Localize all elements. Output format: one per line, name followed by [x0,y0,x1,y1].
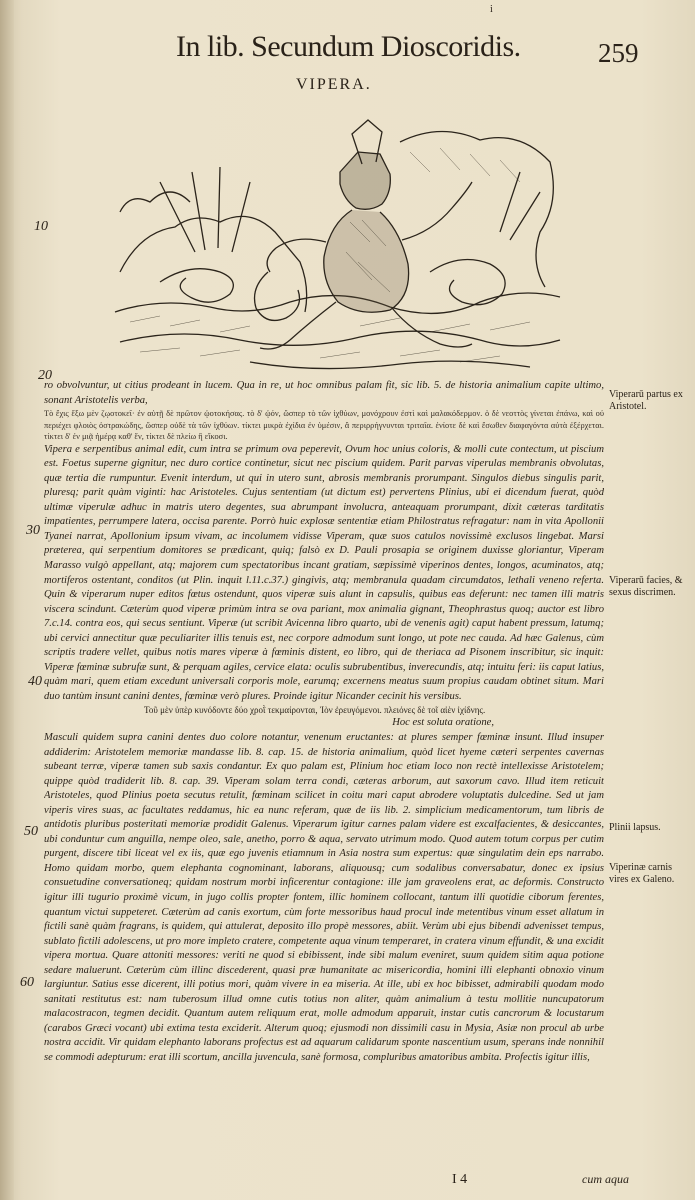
signature-mark: I 4 [452,1172,468,1187]
margin-note-facies: Viperarū facies, & sexus discrimen. [609,575,683,598]
paragraph-vipera: Vipera e serpentibus animal edit, cum intra se primum ova peperevit, Ovum hoc unius coloris, & molli cute contectum, ut piscium est. Foetus superne gignitur, nec duro cortice continetur, sicut nec piscium quidem. Parit parvas viperulas membranis obvolutas, quæ tertia die rumpuntur. Evenit interdum, ut qui in utero sunt, abrosis membranis prorumpant. Singulos diebus singulis parit, pluresq; parit quàm viginti: hac Aristoteles. Cujus sententiam (ut dictum est) pervertens Plinius, ubi ei dicendum fuerat, quòd ultimæ viperulæ adhuc in matris utero degentes, sua abrumpant involucra, anteaquam prorumpant, dixit cæteras tarditatis impatientes, perrumpere latera, occisa parente. Porrò huic explosæ sententiæ etiam Philostratus refragatur: nam in vita Apollonii Tyanei narrat, Apollonium ipsum vivam, ac incolumem vidisse Viperam, quæ suos catulos novissimè exclusos lingebat. Marsi præterea, qui serpentium domitores se prædicant, quiq; falsò ex D. Pauli prosapia se originem duxisse gloriantur, Viperam Marasso vulgò appellant, atq; majorem cum spectatoribus incant gratiam, sæpissimè viperinos dentes, longos, acuminatos, atq; mortiferos ostentant, conditos (ut Plin. inquit l.11.c.37.) gingivis, atq; membranula quadam circumdatos, lethali veneno referta. Quin & viperarum nuper editos fœtus ostendunt, quos viperæ suis alunt in capsulis, quibus eas deferunt: nec tamen illi matris viscera scindunt. Cæterùm quod viperæ primùm intra se ova pariant, mox animalia gignant, Theophrastus quoq; auctor est libro 7.c.14. contra eos, qui secus sentiunt. Viperæ (ut scribit Avicenna libro quarto, ubi de venenis agit) caput habent pressum, latumq; ubi cervici annectitur quæ peculiariter illis tenuis est, nec corpore admodum sunt longo, ut pote nec cauda. Ad hæc Galenus, cùm scriptis tradere vellet, quibus notis mares viperæ à fœminis distent, eo libro, qui de theriaca ad Pisonem inscribitur, sic inquit: Viperæ fœminæ subrufæ sunt, & perquam agiles, cervice elata: oculis subrubentibus, inverecundis, atq; intuitu feri: iis caput latius, quàm mari, quem etiam excedunt universali corporis mole, earumq; excernens meatus suum propius caudam obtinet situm. Mari duo tantùm insunt canini dentes, fœminæ verò plures. Proinde igitur Nicander cecinit his versibus. [44,443,604,702]
line-number-10: 10 [34,219,48,234]
margin-note-partus: Viperarū partus ex Aristotel. [609,389,683,412]
verse-translation-intro: Hoc est soluta oratione, [392,717,494,729]
top-mark: i [490,4,493,15]
running-header: In lib. Secundum Dioscoridis. [176,30,521,63]
greek-quotation: Τὸ ἔχις ἔξω μὲν ζῳοτοκεῖ· ἐν αὑτῇ δὲ πρῶτον ᾠοτοκήσας. τὸ δ' ᾠόν, ὥσπερ τὸ τῶν ἰχθύων, μονόχρουν ἐστὶ καὶ μαλακόδερμον. ὁ δὲ νεοττὸς γίνεται ἐπάνω, καὶ οὐ περιέχει φλοιὸς ὀστρακώδης, ὥσπερ οὐδὲ τὰ τῶν ἰχθύων. τίκτει μικρὰ ἐχίδια ἐν ὑμέσιν, ἃ περιρρήγνυνται τριταῖα. ἐνίοτε δὲ καὶ ἔσωθεν διαφαγόντα αὐτὰ ἐξέρχεται. τίκτει δ' ἐν μιᾷ ἡμέρᾳ καθ' ἕν, τίκτει δὲ πλείω ἢ εἴκοσι. [44,409,604,442]
line-number-20: 20 [38,368,52,383]
line-number-50: 50 [24,824,38,839]
line-number-30: 30 [26,523,40,538]
section-title: VIPERA. [296,76,372,93]
paragraph-masculi: Masculi quidem supra canini dentes duo colore notantur, venenum eructantes: at plures semper fœminæ insunt. Illud insuper addiderim: Aristotelem memoriæ mandasse lib. 8. cap. 15. de historia animalium, quòd licet hyeme cæteri serpentes cavernas subeant terræ, viperæ tamen sub saxis condantur. Ex quo palam est, Plinium hoc etiam loco non rectè intellexisse Aristotelem; quippe quòd tradiderit lib. 8. cap. 39. Viperam solam terra condi, cæteras arborum, aut saxorum cavo. Illud item reticuit Aristoteles, quod Plinius poeta secutus retulit, fœminam scilicet in coitu mari caput abrodere voluptatis dulcedine. Sed ut jam viperis vires suas, ac facultates reddamus, hic ea nunc referam, quæ de iis lib. 2. simplicium medicamentorum, tum libris de antidotis pluribus posteritati memoriæ prodidit Galenus. Viperarum igitur carnes palam videre est excalfacientes, & desiccantes, ubi conduntur cum anguilla, nempe oleo, sale, anetho, porro & aqua, servato utrimum modo. Quod autem totum corpus per cutim purgent, discere tibi liceat vel ex iis, quæ ego juvenis etiamnum in Asia nostra sum expertus: quæ singulatim dein eps narrabo. Homo quidam morbo, quem elephanta cognominant, laborans, aliquousq; cum sodalibus conversabatur, donec ex ipsius consuetudine conversationeq; quidam nostrum morbi inficerentur contagione: ille jam graveolens erat, ac deformis. Constructo igitur illi tugurio proximè vicum, in jugo collis propter fontem, illic hominem collocant, tantum illi quotidie ciborum ferentes, quantum victui suppeteret. Cæterùm ad canis exortum, cùm forte messoribus haud procul inde metentibus vinum esset allatum in fictili sanè quàm fragrans, is quidem, qui attulerat, deposito illo propè messores, abiit. Verùm ubi ejus bibendi advenisset tempus, sublato fictili adolescens, ut pro more impleto cratere, competente aqua vinum temperaret, in cratera vinum effundit, & una excidit vipera mortua. Quare attoniti messores: veriti ne quod si ebibissent, inde sibi malum eveniret, suum quidem sitim aqua potione sedare maluerunt. Cæterùm cùm illinc discederent, quasi præ humanitate ac misericordia, homini illi elephanti obnoxio vinum largiuntur. Satius esse dicerent, illi potius mori, quàm vivere in ea miseria. At ille, ubi ex hoc bibisset, admirabili quodam modo sanitati restitutus est: nam tuberosum illud omne cutis totius non aliter, quàm animalium à testu mollitie nuncupatorum malacostracon, tegmen decidit. Quantum autem reliquum erat, molle admodum apparuit, instar cutis cancrorum & locustarum (carabos Græci vocant) ubi extima testa exciderit. Alterum quoq; ejusmodi non dissimili casu in Mysia, Asiæ non procul ab urbe nostra accidit. Vir quidam elephanto laborans profectus est ad aquarum calidarum sponte nascentium usum, sperans inde nonnihil se commodi adepturum: erat illi scortum, ancilla juvencula, sanè formosa, compluribus amatoribus ambita. Profectis igitur illis, [44,731,604,1064]
paragraph-intro: ro obvolvuntur, ut citius prodeant in lucem. Qua in re, ut hoc omnibus palam fit, sic lib. 5. de historia animalium capite ultimo, sonant Aristotelis verba, [44,380,604,406]
line-number-40: 40 [28,674,42,689]
margin-note-carnis: Viperinæ carnis vires ex Galeno. [609,862,675,885]
page-number: 259 [598,38,639,68]
margin-note-plinii: Plinii lapsus. [609,822,661,833]
line-number-60: 60 [20,975,34,990]
woodcut-illustration [100,112,570,377]
greek-verse: Τοῦ μὲν ὑπὲρ κυνόδοντε δύο χροῒ τεκμαίρονται, Ἰὸν ἐρευγόμενοι. πλειόνες δὲ τοῖ αἰὲν ἰχίδνης. [144,705,486,716]
catchword: cum aqua [582,1172,629,1186]
page-gutter-shadow [0,0,14,1200]
main-text-block [44,379,604,1179]
